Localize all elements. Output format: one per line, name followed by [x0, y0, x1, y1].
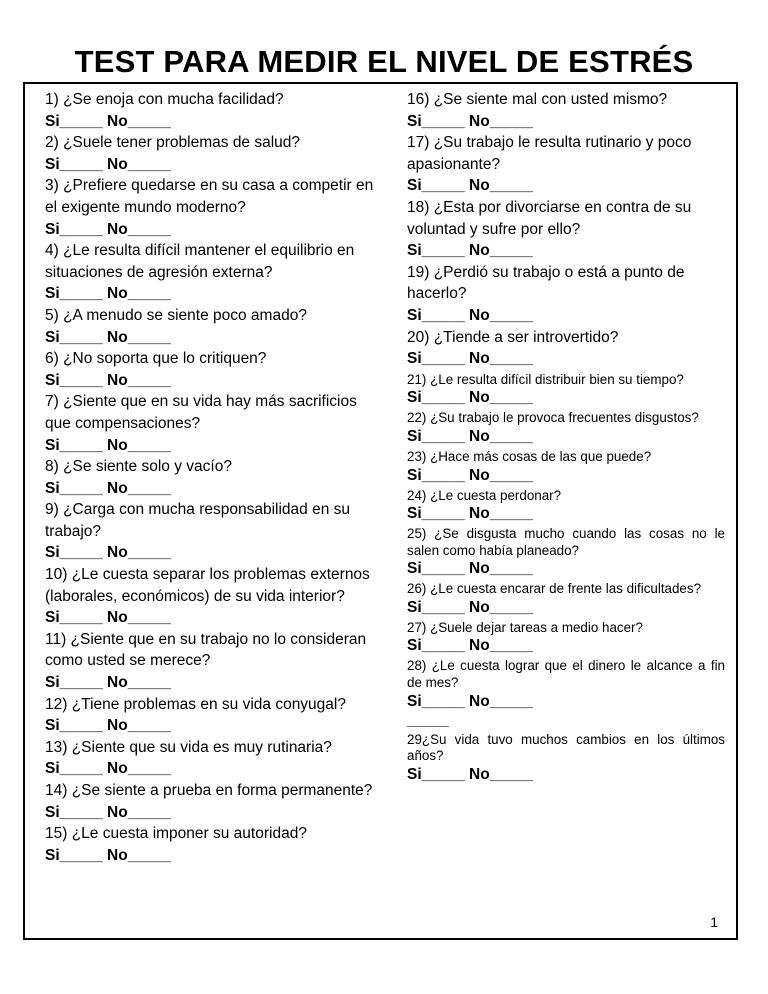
answer-blank[interactable]: Si_____ No_____: [407, 350, 533, 368]
question: 22) ¿Su trabajo le provoca frecuentes disgustos?: [407, 410, 699, 426]
answer-blank[interactable]: Si_____ No_____: [45, 220, 171, 238]
answer-blank[interactable]: Si_____ No_____: [45, 846, 171, 864]
answer-blank[interactable]: Si_____ No_____: [45, 760, 171, 778]
answer-blank[interactable]: Si_____ No_____: [407, 306, 533, 324]
question: 19) ¿Perdió su trabajo o está a punto de hacerlo?: [407, 263, 685, 303]
question: 2) ¿Suele tener problemas de salud?: [45, 134, 301, 152]
question: 24) ¿Le cuesta perdonar?: [407, 487, 562, 503]
question: 26) ¿Le cuesta encarar de frente las dificultades?: [407, 581, 702, 597]
answer-blank[interactable]: Si_____ No_____: [407, 505, 533, 523]
answer-blank[interactable]: Si_____ No_____: [407, 692, 533, 710]
page-number: 1: [710, 914, 718, 930]
answer-blank[interactable]: Si_____ No_____: [45, 112, 171, 130]
answer-blank[interactable]: Si_____ No_____: [45, 436, 171, 454]
page-title: TEST PARA MEDIR EL NIVEL DE ESTRÉS: [74, 44, 694, 79]
answer-blank[interactable]: Si_____ No_____: [407, 427, 533, 445]
answer-blank[interactable]: Si_____ No_____: [45, 674, 171, 692]
answer-blank[interactable]: Si_____ No_____: [45, 803, 171, 821]
answer-blank[interactable]: Si_____ No_____: [45, 717, 171, 735]
stray-blank-line: _____: [407, 711, 449, 729]
answer-blank[interactable]: Si_____ No_____: [407, 177, 533, 195]
question: 7) ¿Siente que en su vida hay más sacrificios que compensaciones?: [45, 393, 357, 432]
answer-blank[interactable]: Si_____ No_____: [45, 155, 171, 173]
right-column: [407, 89, 725, 785]
question: 11) ¿Siente que en su trabajo no lo consideran como usted se merece?: [45, 630, 367, 670]
answer-blank[interactable]: Si_____ No_____: [407, 466, 533, 484]
answer-blank[interactable]: Si_____ No_____: [407, 560, 533, 578]
question: 23) ¿Hace más cosas de las que puede?: [407, 448, 652, 464]
question: 21) ¿Le resulta difícil distribuir bien su tiempo?: [407, 371, 684, 387]
answer-blank[interactable]: Si_____ No_____: [407, 637, 533, 655]
answer-blank[interactable]: Si_____ No_____: [45, 285, 171, 303]
question: 29¿Su vida tuvo muchos cambios en los últimos años?: [407, 731, 725, 764]
answer-blank[interactable]: Si_____ No_____: [407, 598, 533, 616]
question: 28) ¿Le cuesta lograr que el dinero le alcance a fin de mes?: [407, 658, 725, 691]
question: 10) ¿Le cuesta separar los problemas externos (laborales, económicos) de su vida interior?: [45, 566, 370, 605]
question: 16) ¿Se siente mal con usted mismo?: [407, 91, 668, 108]
answer-blank[interactable]: Si_____ No_____: [45, 479, 171, 497]
answer-blank[interactable]: Si_____ No_____: [407, 389, 533, 407]
question: 12) ¿Tiene problemas en su vida conyugal?: [45, 695, 346, 713]
question: 27) ¿Suele dejar tareas a medio hacer?: [407, 619, 643, 635]
question: 25) ¿Se disgusta mucho cuando las cosas no le salen como había planeado?: [407, 526, 725, 558]
answer-blank[interactable]: Si_____ No_____: [45, 544, 171, 562]
question: 9) ¿Carga con mucha responsabilidad en su trabajo?: [45, 501, 351, 540]
answer-blank[interactable]: Si_____ No_____: [45, 328, 171, 346]
question: 17) ¿Su trabajo le resulta rutinario y poco apasionante?: [407, 134, 692, 173]
question: 8) ¿Se siente solo y vacío?: [45, 458, 232, 476]
left-column: [45, 89, 385, 866]
question: 14) ¿Se siente a prueba en forma permanente?: [45, 782, 373, 799]
question: 15) ¿Le cuesta imponer su autoridad?: [45, 825, 307, 843]
question: 4) ¿Le resulta difícil mantener el equilibrio en situaciones de agresión externa?: [45, 242, 355, 281]
answer-blank[interactable]: Si_____ No_____: [45, 371, 171, 389]
question: 1) ¿Se enoja con mucha facilidad?: [45, 91, 284, 108]
question: 6) ¿No soporta que lo critiquen?: [45, 350, 267, 368]
answer-blank[interactable]: Si_____ No_____: [407, 765, 533, 783]
answer-blank[interactable]: Si_____ No_____: [45, 609, 171, 627]
question: 5) ¿A menudo se siente poco amado?: [45, 306, 307, 324]
question: 20) ¿Tiende a ser introvertido?: [407, 328, 619, 346]
answer-blank[interactable]: Si_____ No_____: [407, 112, 533, 130]
question: 13) ¿Siente que su vida es muy rutinaria?: [45, 738, 332, 756]
question: 18) ¿Esta por divorciarse en contra de su voluntad y sufre por ello?: [407, 198, 692, 238]
question-frame: [23, 82, 738, 940]
answer-blank[interactable]: Si_____ No_____: [407, 242, 533, 260]
question: 3) ¿Prefiere quedarse en su casa a competir en el exigente mundo moderno?: [45, 177, 374, 216]
